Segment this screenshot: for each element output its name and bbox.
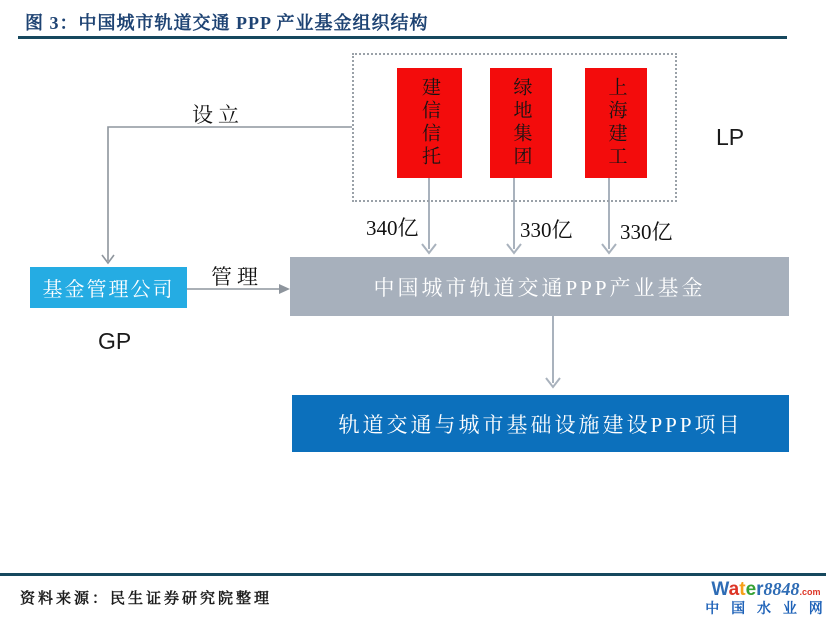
water8848-logo	[700, 580, 832, 616]
contribution-amount: 330亿	[520, 218, 573, 242]
logo-site-name: 中 国 水 业 网	[705, 599, 827, 616]
gp-role-label: GP	[98, 328, 132, 354]
investment-arrow	[546, 316, 560, 387]
figure-title: 图 3：中国城市轨道交通 PPP 产业基金组织结构	[25, 13, 429, 33]
contribution-amount: 330亿	[620, 220, 673, 244]
fund-management-company-box: 基金管理公司	[30, 267, 187, 308]
logo-letter: a	[728, 579, 740, 600]
lp-member-box-greenland-group	[490, 68, 552, 178]
establish-edge-label: 设立	[192, 103, 244, 127]
contribution-amount: 340亿	[366, 216, 419, 240]
footer-rule	[0, 573, 826, 576]
logo-tld: .com	[799, 587, 821, 597]
ppp-project-box: 轨道交通与城市基础设施建设PPP项目	[292, 395, 789, 452]
lp-role-label: LP	[716, 124, 745, 150]
logo-letter: W	[711, 579, 729, 600]
lp-member-name: 上海建工	[605, 77, 627, 169]
source-note: 资料来源：民生证券研究院整理	[20, 591, 273, 607]
ppp-industry-fund-box: 中国城市轨道交通PPP产业基金	[290, 257, 789, 316]
logo-letter: t	[739, 579, 746, 600]
logo-letter: r	[756, 579, 764, 600]
lp-member-name: 绿地集团	[510, 77, 532, 169]
lp-member-name: 建信信托	[419, 77, 440, 169]
logo-wordmark	[700, 580, 832, 600]
manage-edge-label: 管理	[211, 265, 263, 289]
logo-letter: e	[745, 579, 757, 600]
lp-member-box-shanghai-construction	[585, 68, 647, 178]
logo-number: 8848	[763, 579, 800, 599]
lp-member-box-jianxin-trust	[397, 68, 462, 178]
title-underline	[18, 36, 787, 39]
establish-connector	[102, 127, 352, 263]
